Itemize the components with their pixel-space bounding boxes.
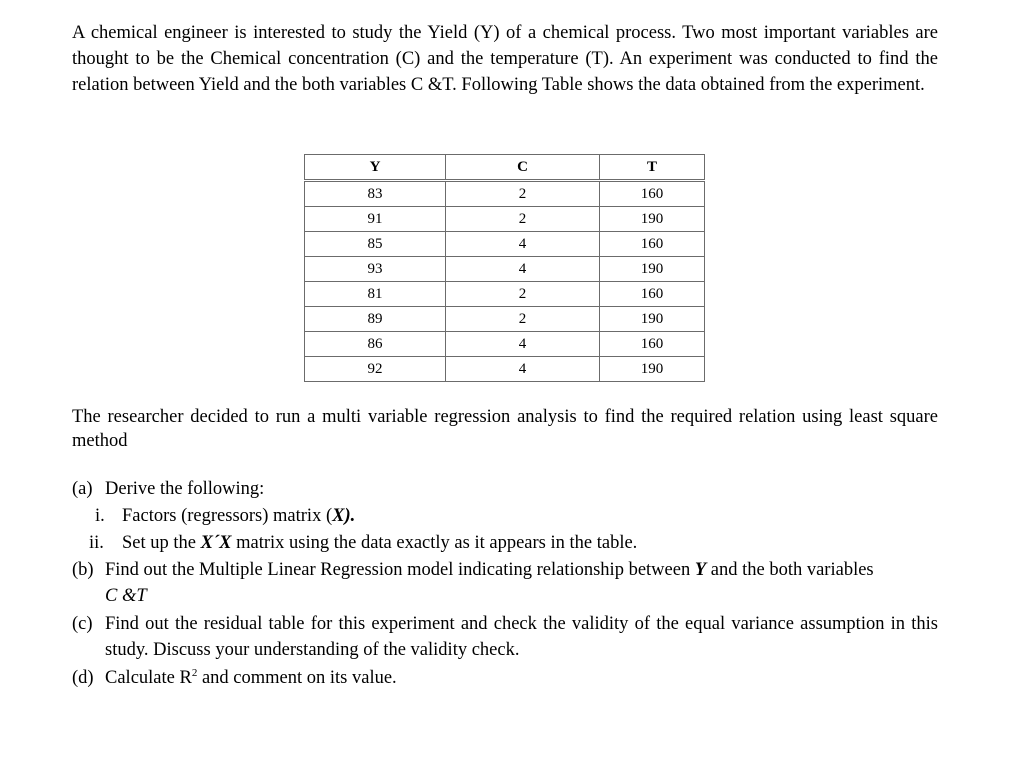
- table-row: [305, 357, 705, 382]
- header-y: Y: [305, 155, 446, 181]
- question-text: [105, 665, 938, 691]
- table-row: [305, 257, 705, 282]
- cell-t: 190: [600, 357, 705, 382]
- cell-t: 190: [600, 307, 705, 332]
- cell-c: 4: [446, 232, 600, 257]
- question-text: Find out the residual table for this experiment and check the validity of the equal variance assumption in this study. Discuss your understanding of the validity check.: [105, 614, 938, 660]
- cell-t: 190: [600, 257, 705, 282]
- cell-c: 2: [446, 207, 600, 232]
- cell-c: 4: [446, 357, 600, 382]
- cell-y: 91: [305, 207, 446, 232]
- variable-y-symbol: Y: [694, 560, 707, 580]
- question-a-ii: [89, 530, 938, 556]
- question-label: (a): [72, 479, 93, 499]
- question-label: (d): [72, 668, 94, 688]
- subquestion-text-part: Set up the: [122, 533, 201, 553]
- table-row: [305, 207, 705, 232]
- data-table: [304, 154, 705, 382]
- cell-c: 2: [446, 307, 600, 332]
- table-row: [305, 232, 705, 257]
- question-a: [72, 476, 938, 502]
- cell-t: 160: [600, 332, 705, 357]
- cell-y: 81: [305, 282, 446, 307]
- question-text: Derive the following:: [105, 479, 265, 499]
- cell-t: 160: [600, 282, 705, 307]
- cell-c: 4: [446, 257, 600, 282]
- cell-y: 85: [305, 232, 446, 257]
- question-a-i: [95, 503, 938, 529]
- cell-c: 2: [446, 282, 600, 307]
- cell-y: 92: [305, 357, 446, 382]
- header-t: T: [600, 155, 705, 181]
- question-c: [72, 611, 938, 665]
- subquestion-text-end: matrix using the data exactly as it appears in the table.: [231, 533, 638, 553]
- matrix-x-symbol: X: [332, 506, 345, 526]
- matrix-xtx-symbol: X´X: [200, 533, 232, 553]
- variables-ct-symbol: C &T: [105, 586, 147, 606]
- cell-c: 2: [446, 181, 600, 207]
- intro-paragraph: A chemical engineer is interested to study the Yield (Y) of a chemical process. Two most important variables are thought to be the Chemical concentration (C) and the temperature (T). An experiment was conducted to find the relation between Yield and the both variables C &T. Following Table shows the data obtained from the experiment.: [72, 23, 938, 95]
- question-d: [72, 665, 938, 691]
- question-text-end: and comment on its value.: [197, 668, 397, 688]
- subquestion-label: i.: [95, 506, 105, 526]
- header-c: C: [446, 155, 600, 181]
- cell-y: 89: [305, 307, 446, 332]
- table-header-row: [305, 155, 705, 181]
- cell-t: 160: [600, 232, 705, 257]
- subquestion-text-part: Factors (regressors) matrix (: [122, 506, 333, 526]
- cell-y: 93: [305, 257, 446, 282]
- cell-y: 86: [305, 332, 446, 357]
- question-text: [105, 557, 938, 609]
- superscript-2: 2: [191, 666, 198, 679]
- researcher-paragraph: The researcher decided to run a multi variable regression analysis to find the required relation using least square method: [72, 407, 938, 451]
- subquestion-text-end: ).: [344, 506, 356, 526]
- question-b: [72, 557, 938, 611]
- question-text-part: Calculate R: [105, 668, 192, 688]
- table-row: [305, 282, 705, 307]
- subquestion-text: [122, 530, 938, 556]
- question-label: (c): [72, 614, 93, 634]
- cell-t: 190: [600, 207, 705, 232]
- cell-c: 4: [446, 332, 600, 357]
- table-row: [305, 181, 705, 207]
- question-text-part: and the both variables: [706, 560, 874, 580]
- question-text-part: Find out the Multiple Linear Regression model indicating relationship between: [105, 560, 695, 580]
- subquestion-label: ii.: [89, 533, 104, 553]
- cell-y: 83: [305, 181, 446, 207]
- question-label: (b): [72, 560, 94, 580]
- table-row: [305, 307, 705, 332]
- table-row: [305, 332, 705, 357]
- subquestion-text: [122, 503, 938, 529]
- cell-t: 160: [600, 181, 705, 207]
